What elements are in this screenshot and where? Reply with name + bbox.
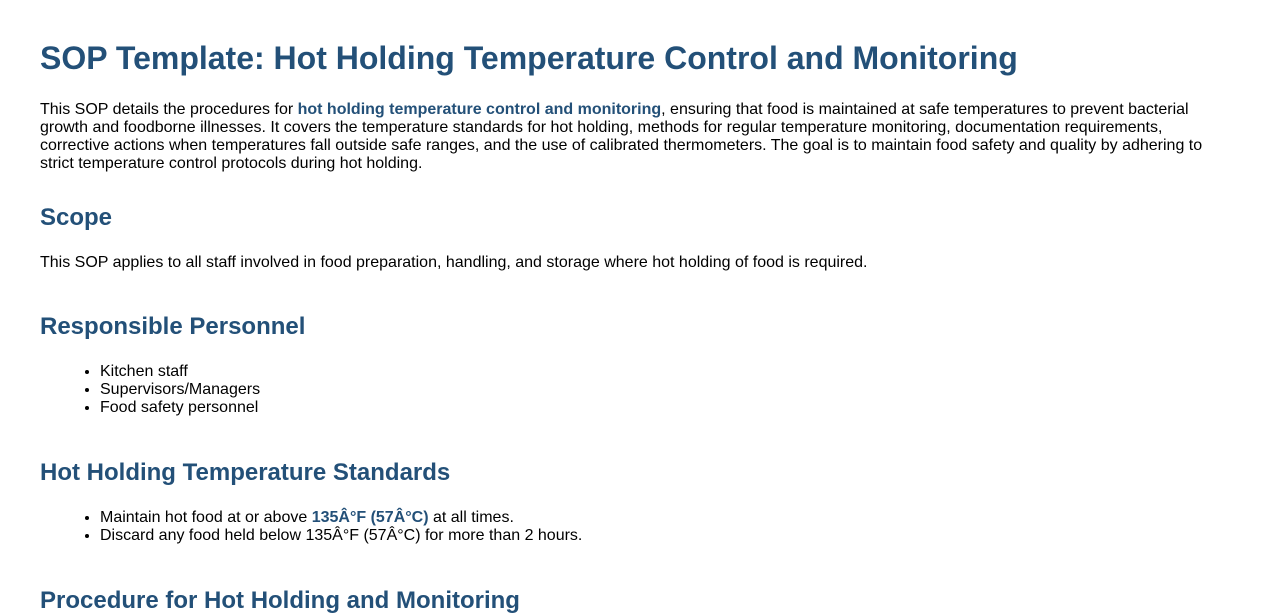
standards-item-discard: • Discard any food held below 135Â°F (57Â°C) for more than 2 hours.	[100, 527, 1223, 545]
intro-text-after: , ensuring that food is maintained at safe temperatures to prevent bacterial growth and foodborne illnesses. It covers the temperature standards for hot holding, methods for regular temperature monitoring, documentation requirements, corrective actions when temperatures fall outside safe ranges, and the use of calibrated thermometers. The goal is to maintain food safety and quality by adhering to strict temperature control protocols during hot holding.	[40, 101, 1203, 172]
intro-paragraph	[40, 101, 1220, 173]
page-title: SOP Template: Hot Holding Temperature Control and Monitoring	[40, 40, 1018, 76]
personnel-heading: Responsible Personnel	[40, 313, 306, 340]
standards-list	[40, 509, 1223, 545]
personnel-item-supervisors: • Supervisors/Managers	[100, 381, 1223, 399]
personnel-list	[40, 363, 1223, 417]
standards-item-maintain	[100, 509, 1223, 527]
personnel-item-food-safety: • Food safety personnel	[100, 399, 1223, 417]
scope-heading: Scope	[40, 204, 113, 231]
intro-text-before: This SOP details the procedures for	[40, 101, 298, 118]
intro-highlight: hot holding temperature control and monitoring	[297, 101, 662, 118]
procedure-heading: Procedure for Hot Holding and Monitoring	[40, 587, 520, 614]
personnel-item-kitchen-staff: • Kitchen staff	[100, 363, 1223, 381]
standards-item-maintain-before: Maintain hot food at or above	[100, 509, 312, 526]
standards-heading: Hot Holding Temperature Standards	[40, 459, 451, 486]
standards-item-maintain-after: at all times.	[428, 509, 514, 526]
scope-text: This SOP applies to all staff involved in food preparation, handling, and storage where hot holding of food is required.	[40, 254, 868, 271]
standards-temperature: 135Â°F (57Â°C)	[311, 509, 429, 526]
